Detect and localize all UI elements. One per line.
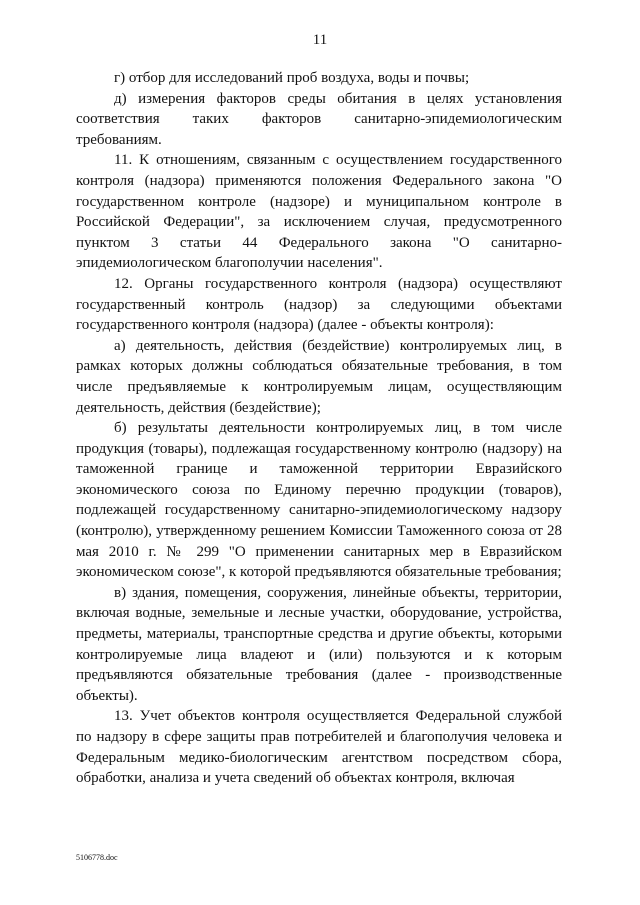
document-body xyxy=(76,68,562,789)
paragraph-clause-13: 13. Учет объектов контроля осуществляется Федеральной службой по надзору в сфере защиты прав потребителей и благополучия человека и Федеральным медико-биологическим агентством посредством сбора, обработки, анализа и учета сведений об объектах контроля, включая xyxy=(76,708,562,787)
paragraph-clause-12: 12. Органы государственного контроля (надзора) осуществляют государственный контроль (надзор) за следующими объектами государственного контроля (надзора) (далее - объекты контроля): xyxy=(76,275,562,334)
paragraph-item-d: д) измерения факторов среды обитания в целях установления соответствия таких факторов санитарно-эпидемиологическим требованиям. xyxy=(76,90,562,148)
paragraph-item-a: а) деятельность, действия (бездействие) контролируемых лиц, в рамках которых должны соблюдаться обязательные требования, в том числе предъявляемые к контролируемым лицам, осуществляющим деятельность, действия (бездействие); xyxy=(76,337,562,416)
paragraph-item-b: б) результаты деятельности контролируемых лиц, в том числе продукция (товары), подлежащая государственному контролю (надзору) на таможенной границе и таможенной территории Евразийского экономического союза по Единому перечню продукции (товаров), подлежащей государственному санитарно-эпидемиологическому надзору (контролю), утвержденному решением Комиссии Таможенного союза от 28 мая 2010 г. № 299 "О применении санитарных мер в Евразийском экономическом союзе", к которой предъявляются обязательные требования; xyxy=(76,420,562,581)
paragraph-clause-11: 11. К отношениям, связанным с осуществлением государственного контроля (надзора) применяются положения Федерального закона "О государственном контроле (надзоре) и муниципальном контроле в Российской Федерации", за исключением случая, предусмотренного пунктом 3 статьи 44 Федерального закона "О санитарно-эпидемиологическом благополучии населения". xyxy=(76,152,562,272)
paragraph-item-g: г) отбор для исследований проб воздуха, воды и почвы; xyxy=(114,70,470,86)
document-file-reference: 5106778.doc xyxy=(76,853,118,862)
page-number: 11 xyxy=(312,32,328,48)
paragraph-item-v: в) здания, помещения, сооружения, линейные объекты, территории, включая водные, земельные и лесные участки, оборудование, устройства, предметы, материалы, транспортные средства и другие объекты, которыми контролируемые лица владеют и (или) пользуются и к которым предъявляются обязательные требования (далее - производственные объекты). xyxy=(76,584,562,704)
